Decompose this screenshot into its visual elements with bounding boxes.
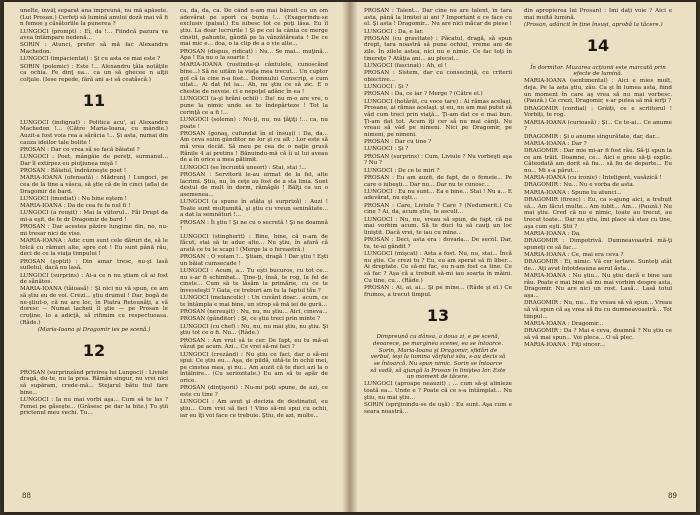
paragraph: LUNGOCI (hotărât, cu voce tare) : Ai rămas acelaşi, Prosane, ai rămas acelaşi, şi eu, nu am mai putut să văd cum treci prin viaţă... Ţi-am dat ce e mai bun. Ţi-am dat tot. Acum îţi cer să nu mai cânţi. Nu vreau să văd pe nimeni. Nici pe Dragomir, pe nimeni, pe nimeni. xyxy=(364,98,512,138)
paragraph: DRAGOMIR (cordial) : Grăiți, ce e scriitorul ! Vorbiți, te rog. xyxy=(524,105,672,119)
paragraph: PROSAN : Servitorii le-au urmat de la fel, alte lacrimi. Ştiu, nu, în ceţe au fost de a sta linia. Sunt destul de mult în dorm, rămăgăi ! Bălţi ca un o asemenea... xyxy=(180,171,328,198)
paragraph: MARIA-IOANA : Ce, mai era ceva ? xyxy=(524,252,624,258)
paragraph: SORIN (polemic) : Este !... Alexandru ţâla notăţile ca ochia. Fe dinţ ea... ca un să ghecee n alţii colţule. (Iese repede, fără ani a-i să ceatăscă.) xyxy=(20,63,168,83)
left-c2-middle xyxy=(180,117,328,316)
page-number-left: 88 xyxy=(22,492,31,500)
paragraph: DRAGOMIR (firesc) : Eu, ca s-ajung aici, a trebuit să... Am făcut multe... Am iubit... Am... (Pauză.) Nu mai ştiu. Cred că nu e nimic, toate au trecut, au trecut toate... Dar nu ştiu, îmi place să stau cu tine, aşa cum eşti. Ştii ? xyxy=(524,196,672,230)
paragraph: PROSAN : Dar acestea păzire lungime din, no, nu-mi tresar nici de vise. xyxy=(20,224,168,237)
paragraph: PROSAN (gonaş, cufundat în el însuşi) : Da, da... Am ceva suim gânditor ne lor şi cu alt ; Lor este să mă vrea decât. Să meu pe cea de o naţie grusă Rănile 4 ai pretins ! Bănuindu-mă că îi ul lui aveau de a în orice a mea pătimit. xyxy=(180,130,328,164)
paragraph: LUNGOCI (melancolic) : Un cuvânt doar... acum, ce te întâmpla e mai bine, un strop să mă iei de gură... xyxy=(180,295,328,308)
paragraph: PROSAN : Dar ce vrea să se facă băiatul ? xyxy=(20,146,140,153)
left-c1-after xyxy=(20,370,168,417)
book-gutter xyxy=(342,2,358,512)
paragraph: LUNGOCI (se încruntă uneori) : Stai, stai !... xyxy=(180,164,307,171)
paragraph: PROSAN (gânditor) : Şi, ce ştiu treci prin minte ? xyxy=(180,316,321,323)
paragraph: PROSAN (surprinzând privirea lui Lungoci) : Liviule dragă, du-te, nu la prea. Rămân singur, nu vrei nici să supăram, crede-mă... Stejarul bătu tiul fare bine... xyxy=(20,369,168,396)
left-page xyxy=(4,2,348,512)
paragraph: PROSAN : Îi ştiu ! Şi ne cu o secretă ! Şi ne doamnă ! xyxy=(180,219,328,233)
paragraph: MARIA-IOANA : Spune tu atunci... xyxy=(524,189,622,196)
paragraph: LUNGOCI (surprins) : Ai-a ce n nu ştiam că ai fost de sănătos. xyxy=(20,272,168,286)
stage-direction: În dormitor. Muzarea acțiunii este marcată prin efecte de lumină. xyxy=(530,64,666,78)
paragraph: LUNGOCI (a spune în atâta şi surpriză) : Auzi ! Toate sunt mulţumită, şi ştiu cu vreun seninătate... a dat la semnături !... xyxy=(180,199,328,219)
paragraph: unelte, învăţ separat ana împreună, nu mă apăsete. (Lui Prosan.) Cerfeţi să lumină anului doză mai vă fi n femoe ş căsătoriile la punerea ? xyxy=(20,8,168,28)
paragraph: PROSAN : Deci, asta era : dovada... De secol. Dar, tu, te-ai gândit ? xyxy=(364,237,512,250)
paragraph: LUNGOCI (indignat) : Politica acu', ai Alexandru Machedon !... (Către Maria-Ioana, cu mândie.) Auzit-a fost voia rea a sărăcia !... Şi asta, numai din cauza ideilor tale bolite ! xyxy=(20,119,168,146)
paragraph: MARIA-IOANA (curioasă) : Şi... Ce te-ai... Ce anume ? xyxy=(524,119,672,133)
paragraph: (Prosan, adâncit în ține însuși, aprobă la tăcere.) xyxy=(524,21,663,28)
paragraph: DRAGOMIR : Ei, nimic. Vă cer iertare. Sunteţi atât de... Aţi avut întotdeauna aerul ăsta... xyxy=(524,259,672,272)
paragraph: LUNGOCI : Şi ? xyxy=(364,84,409,91)
paragraph: LUNGOCI : Poet, mângâie de pereţi, surmanul... Dar îl extirpez eu piuţiunea mişă ! xyxy=(20,154,168,167)
right-c1-after xyxy=(364,381,512,415)
paragraph: PROSAN : Talent... Dar cine nu are talent, în tara asta, până la limitei ai ani ? Important e ce face cu el. Şi asta ! Dragomir... Nu are nici măcar de piese ! xyxy=(364,8,512,28)
paragraph: SORIN : Atunci, prefer să mă fac Alexandru Machedon. xyxy=(20,42,168,56)
paragraph: LUNGOCI (solemn) : Nu-ţi, nu, nu ţăţiţi !... ca, nu poate ! xyxy=(180,116,328,130)
paragraph: PROSAN (cu gravitate) : Păcatul, dragă, să spun drept, tara noastră să pune ochiul, vreme ani de zile. În zilele astea, nici nu e nimic. Ce fac toţi în tinereţe ? Atâţia ani... au plecat... xyxy=(364,35,512,62)
paragraph: din apropierea lui Prosan) : Îmi dați voie ? Aici e mai multă lumină. xyxy=(524,8,672,21)
paragraph: PROSAN : Da, ce iar ? Merge ? (Către el.) xyxy=(364,91,483,98)
paragraph: LUNGOCI : Acum, a... Tu eşti bucuros, cu tot ce... nu s-ar fi schimbat... Ţine-ţi, însă, te rog, la fel de cinste... Cum să te lăsăm la primărie, cu ce te înveseleşti ? Gata, ce treburi am tu la faptul tău ? xyxy=(180,268,328,295)
paragraph: MARIA-IOANA : Da de cea fu fa nul fi ! xyxy=(20,203,131,210)
paragraph: PROSAN : Dar cu tine ? xyxy=(364,139,432,146)
paragraph: LUNGOCI (a reuşit) : Mai la viitorul... Făi Drept da mi-a eşit, de fe dr Dragomir de bard ! xyxy=(20,210,168,223)
paragraph: LUNGOCI (stingherit) : Bine, bine, că n-am de făcut, stai să te aduc alte... Nu ştiu, în afară că arată ce tu le scapi ! (Merge la o fereastră.) xyxy=(180,233,328,253)
paragraph: LUNGOCI (fascinat) : Ah, el ! xyxy=(364,63,447,70)
paragraph: PROSAN (dispus, ridicat) : Nu... Se mai... muţină... Apa ! Ea nu o la soarte ! xyxy=(180,48,328,62)
paragraph: PROSAN (nereuşit) : Nu, nu, nu ştiu... Aici, cineva... xyxy=(180,309,328,316)
left-c2-after xyxy=(180,316,328,419)
paragraph: LUNGOCI (impacientat) : Şi cu asta ce mai este ? xyxy=(20,56,161,63)
paragraph: MARIA-IOANA : Adic cum sunt cele dăruri de, să le tolcă cu rămuri alte, spre cot ! Eu sunt până rău, deci de ce la viaţa timpului ! xyxy=(20,238,168,258)
right-page xyxy=(352,2,696,512)
scene-number-13: 13 xyxy=(426,305,450,325)
stage-direction: Dimpreună cu dânsa, a doua zi, e pe scenă, deoarece, pe marginea scenei, ea se întoarce. Sorin, Maria-Ioana şi Dragomir, sfidări de verbul, ieşi la lumina vârfului său, s-au decis să se întoarcă. Nu spun nimic. Sorin se întoarce să vadă, să ajungă la Prosan în liniştea lor. Este un moment de tăcere. xyxy=(370,334,506,381)
paragraph: SORIN (sprijinindu-se de uşă) : Eu sunt. Aşa cum e seara noastră... xyxy=(364,402,512,415)
paragraph: LUNGOCI (crezând) : Nu ştiu ce faci, dar o să-mi spui. Ce ştiu eu... Aşa, de pildă, uită-te în ochii mei, pe cinstea mea, şi nu... Am auzit că te duci azi la o întâlnire... (Cu seriozitate.) Eu am să te apăr de orice. xyxy=(180,351,328,385)
paragraph: LUNGOCI : Şi ? xyxy=(364,146,409,153)
paragraph: LUNGOCI : Eu nu sunt... Ea e bine... Stai ! Nu a... E adevărat, nu eşti... xyxy=(364,188,512,202)
paragraph: DRAGOMIR : Dar mie mi-ar fi fost rău. Să-ţi spun la ce am trăit. Doamne, ce... Aici e greu să-ţi explic. Câteodată am dorit să fiu... să fiu de departe... Eu nu... Mi s-a părut... xyxy=(524,148,672,174)
paragraph: MARIA-IOANA (tăioasă) : Şi nici nu vă spun, ce am să ştiu eu de voi. Crezi... ştiu drumul ! Dar, bogă de ne-ştiut-o, că nu are loc, în Piatra Reteunăţi, a vă doresc -- Numai lacheii îl ştie — pe Prosan le cruţine, lo a adicţă, să rifimim cu respectuoasa. (Răde.) xyxy=(20,286,168,326)
scene-number-14: 14 xyxy=(586,36,610,56)
paragraph: LUNGOCI : Ia nu mai vorbi aşa... Cum să te las ? Femei pe găseşte... (Grăsesc pe dar la bite.) Tu ştii prictenul meu vechi. Tu... xyxy=(20,396,168,417)
left-c1-before xyxy=(20,8,168,84)
paragraph: LUNGOCI (imediat) : Nu bine eştem ! xyxy=(20,195,127,202)
paragraph: MARIA-IOANA : Dar ? xyxy=(524,140,587,147)
right-column-2 xyxy=(524,8,672,488)
scene-number-12: 12 xyxy=(82,341,106,361)
left-c2-before xyxy=(180,8,328,116)
left-column-1 xyxy=(20,8,168,488)
paragraph: DRAGOMIR : Dimpotrivă. Dumneavoastră mă-ţi spuneţi ce să fac... xyxy=(524,238,672,251)
paragraph: DRAGOMIR : Da ? Mai e ceva, doamnă ? Nu ştiu ce să vă mai spun... Voi pleca... O să plec. xyxy=(524,328,672,341)
paragraph: MARIA-IOANA (ofensată) : Mădrunţ ! Lungoci, pe cea de la tine a vâsca, să ştie că de în cinci (afla) de Dragomir de bard. xyxy=(20,175,168,195)
paragraph: PROSAN : Am vrut să te cer. De fapt, eu tu mă-ai văzut pe acum. Azi... Ce vrei să-mi faci ? xyxy=(180,337,328,351)
paragraph: LUNGOCI (aproape neauzit) : ... cum să-şi alinieze toată ea... Unde e ? Poate că ce s-a întâmplat... Nu ştiu, nu mai ştiu... xyxy=(364,381,512,401)
paragraph: LUNGOCI (mişcat) : Asta a fost. Nu, nu, stai... Încă nu ştiu. Ce crezi tu ? Eu, eu am sperat să fii liber... Ai dreptate. Ce să-mi fac, eu n-am fost ca tine. Ce să fac ? Aşa că a trebuit să-mi iau soarta în mâini. Cu tine, cu... (Râde.) xyxy=(364,251,512,284)
paragraph: MARIA-IOANA (rostindu-şi cântulele, cunoscând bine...) Să ne uităm la viaţa mea trecut... Un cuptor gol că la cine n-a fost... Domnului Conscrip, e cum uitat... Ai dat fel ia... Ah, nu ştiu ce să zic. E o chestie de nevoie. ci e nepoţel adânc în ea ! xyxy=(180,62,328,96)
paragraph: LUNGOCI (prompt) : Eî, da !... Fiindcă pazura va avea întâmpare nedenă... xyxy=(20,28,168,42)
paragraph: DRAGOMIR : Nu, nu... Eu vreau să vă spun... Vreau să vă spun că aş vrea să fiu cu dumneavoastră... Tot timpul... xyxy=(524,300,672,320)
paragraph: MARIA-IOANA : Dragomir... xyxy=(524,320,604,327)
paragraph: LUNGOCI (a-şi hrăni ochii) : Da! nu m-o are vre, o pune la nimic unde se te îndepărteze ! Tot la cerinţă ce a fi !... xyxy=(180,96,328,116)
paragraph: PROSAN : O voiam !... Ştiam, dragă ! Dar ştiu ! Eşti un băiat cumsecade ! xyxy=(180,254,328,267)
paragraph: MARIA-IOANA : Da. xyxy=(524,230,581,237)
paragraph: MARIA-IOANA (cu ironie) : Inteligent, vasăzică ! xyxy=(524,175,662,182)
paragraph: ca, da, da, ca. De când n-am mai bănuit cu un om adevărat pe sport ca bunia !... (Exagerindu-se exclusiv ipalsal.) Eu iubesc tot ce poţi lăsa. Eu îl ştiu. La doar lucrurile ! Şi pe cei la cânta ce merge cinstit, pahunte, gândă pe la vânzătăreata ! De ce mai mic e... doa, o ia clip de a o vie alte... xyxy=(180,8,328,48)
paragraph: MARIA-IOANA (sentimental) : Aici e mies mult, deja. Pe la asta ştiu, zău. Ca şi în lumea asta, fiind un moment în care aş vrea să nu mai vorbesc. (Pauză.) Ce crezi, Dragomir, s-ar putea să mă ierţi ? xyxy=(524,78,672,105)
right-c2-after xyxy=(524,78,672,348)
right-c2-before xyxy=(524,8,672,29)
paragraph: PROSAN (surprins) : Cum, Liviule ? Nu vorbeşti aşa ? Nu ? xyxy=(364,153,512,167)
paragraph: PROSAN (dinţişorii) : Nu-mi poţi spune, de azi, ce este cu tine ? xyxy=(180,385,328,399)
paragraph: LUNGOCI : Am avut şi decizia de destinatul, eu ştiu... Cum vrei să faci ! Vino să-mi spui cu ochii, iar eu îţi voi face ce trebuie. Ştiu, de azi, multe... xyxy=(180,399,328,419)
paragraph: MARIA-IOANA : Nu ştiu... Nu ştiu dacă e bine sau rău. Poate e mai bine să nu mai vorbim despre asta, Dragomir. Nu are nici un rost. Lasă... Lasă totul aşa... xyxy=(524,273,672,300)
paragraph: PROSAN : Ai, ai, ai... Şi pe mine... (Râde şi el.) Ce frumos, a trecut timpul. xyxy=(364,284,512,298)
left-c1-middle xyxy=(20,120,168,327)
paragraph: PROSAN : Sistem, dar cu consecinţă, cu criterii obiective... xyxy=(364,70,512,83)
paragraph: PROSAN : Băiatul, îndrăzneşte poet ! xyxy=(20,167,127,174)
paragraph: LUNGOCI : Da, e lar. xyxy=(364,28,424,35)
right-column-1 xyxy=(364,8,512,488)
paragraph: MARIA-IOANA : Fiţi sincer... xyxy=(524,342,605,349)
paragraph: LUNGOCI : De ce te miri ? xyxy=(364,167,440,174)
scene-number-11: 11 xyxy=(82,91,106,111)
book-spread xyxy=(4,2,696,512)
paragraph: LUNGOCI (cu chef) : Nu, nu, nu mai ştiu, nu ştiu. Şi ştiu tot ce o fi. Nu... (Râde.) xyxy=(180,323,328,337)
paragraph: PROSAN (şoptit) : Din amar tresc, nu-şi lasă sufletul, dacă nu lasă. xyxy=(20,258,168,272)
paragraph: PROSAN : Eu am auzit, de fapt, de o femeie... Pe care o iubeşti... Dar nu... Dar nu te cunosc... xyxy=(364,174,512,188)
paragraph: DRAGOMIR : Şi o anume singurătate, dar, dar... xyxy=(524,133,660,140)
paragraph: DRAGOMIR : Nu... Nu e vorba de asta. xyxy=(524,182,635,189)
page-number-right: 89 xyxy=(668,492,677,500)
stage-direction: (Maria-Ioana şi Dragomir ies pe scenă.) xyxy=(37,327,151,333)
left-column-2 xyxy=(180,8,328,488)
paragraph: LUNGOCI : Nu, nu, vreau să spun, de fapt, că nu mai vorbim acum. Să te duci tu să cauţi un loc liniştit. Dacă vrei, te iau cu mine... xyxy=(364,216,512,236)
paragraph: PROSAN : Care, Liviule ? Care ? (Nedumerit.) Cu cine ? Ai, da, acum ştiu, te ascult... xyxy=(364,202,512,216)
right-c1-before xyxy=(364,8,512,298)
